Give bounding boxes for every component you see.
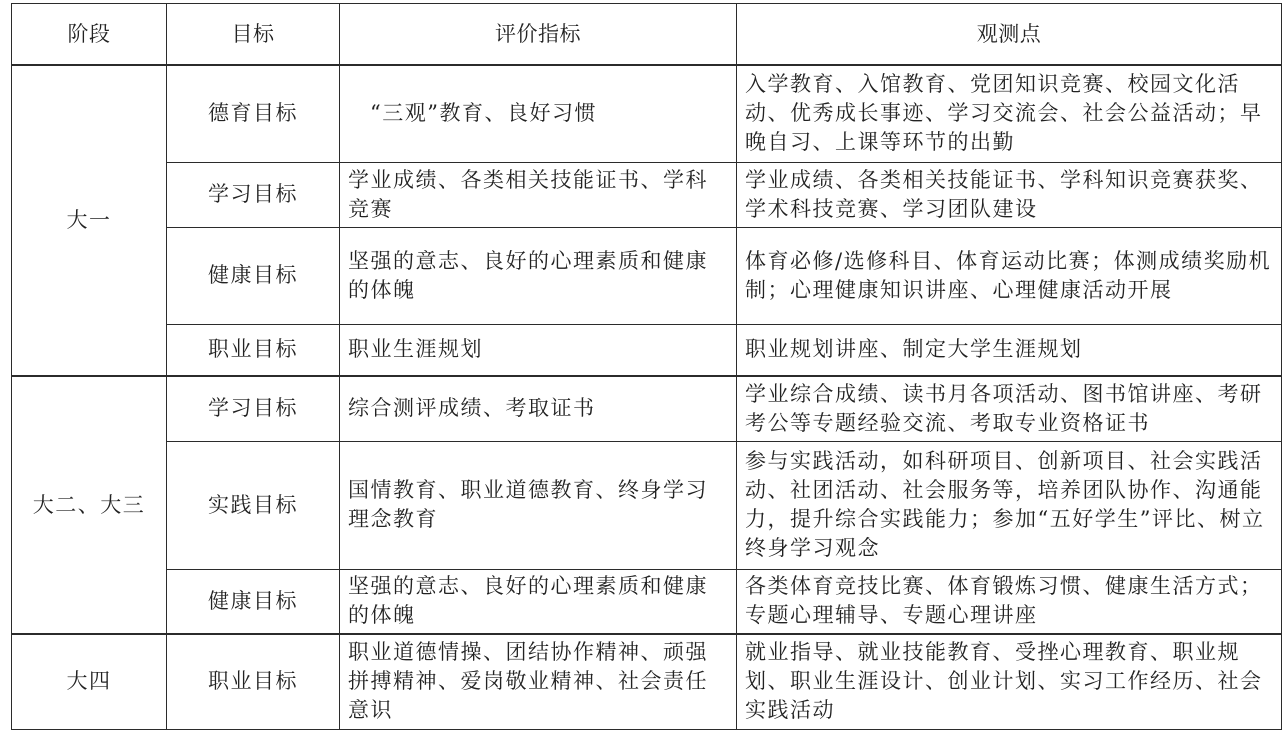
observation-cell: 学业综合成绩、读书月各项活动、图书馆讲座、考研考公等专题经验交流、考取专业资格证书 (737, 376, 1282, 441)
table-row (12, 227, 1282, 324)
stage-cell: 大一 (12, 65, 167, 376)
indicator-cell: 坚强的意志、良好的心理素质和健康的体魄 (340, 569, 737, 634)
observation-cell: 参与实践活动，如科研项目、创新项目、社会实践活动、社团活动、社会服务等，培养团队协作、沟通能力，提升综合实践能力；参加“五好学生”评比、树立终身学习观念 (737, 441, 1282, 569)
evaluation-table (11, 3, 1282, 730)
goal-cell: 学习目标 (167, 162, 340, 227)
observation-cell: 入学教育、入馆教育、党团知识竞赛、校园文化活动、优秀成长事迹、学习交流会、社会公益活动；早晚自习、上课等环节的出勤 (737, 65, 1282, 162)
table-row (12, 376, 1282, 441)
table-row (12, 324, 1282, 376)
observation-cell: 就业指导、就业技能教育、受挫心理教育、职业规划、职业生涯设计、创业计划、实习工作经历、社会实践活动 (737, 634, 1282, 729)
header-indicator: 评价指标 (340, 4, 737, 66)
table-row (12, 162, 1282, 227)
goal-cell: 学习目标 (167, 376, 340, 441)
table-row (12, 634, 1282, 729)
goal-cell: 健康目标 (167, 569, 340, 634)
goal-cell: 健康目标 (167, 227, 340, 324)
goal-cell: 职业目标 (167, 324, 340, 376)
observation-cell: 各类体育竞技比赛、体育锻炼习惯、健康生活方式；专题心理辅导、专题心理讲座 (737, 569, 1282, 634)
indicator-cell: 综合测评成绩、考取证书 (340, 376, 737, 441)
stage-cell: 大二、大三 (12, 376, 167, 634)
goal-cell: 实践目标 (167, 441, 340, 569)
header-stage: 阶段 (12, 4, 167, 66)
indicator-cell: 职业道德情操、团结协作精神、顽强拼搏精神、爱岗敬业精神、社会责任意识 (340, 634, 737, 729)
header-goal: 目标 (167, 4, 340, 66)
indicator-cell: 国情教育、职业道德教育、终身学习理念教育 (340, 441, 737, 569)
goal-cell: 德育目标 (167, 65, 340, 162)
indicator-cell: 学业成绩、各类相关技能证书、学科竞赛 (340, 162, 737, 227)
stage-cell: 大四 (12, 634, 167, 729)
observation-cell: 学业成绩、各类相关技能证书、学科知识竞赛获奖、学术科技竞赛、学习团队建设 (737, 162, 1282, 227)
indicator-cell: 坚强的意志、良好的心理素质和健康的体魄 (340, 227, 737, 324)
table-row (12, 441, 1282, 569)
goal-cell: 职业目标 (167, 634, 340, 729)
table-row (12, 569, 1282, 634)
indicator-cell: 职业生涯规划 (340, 324, 737, 376)
indicator-cell: “三观”教育、良好习惯 (340, 65, 737, 162)
header-row (12, 4, 1282, 66)
observation-cell: 体育必修/选修科目、体育运动比赛；体测成绩奖励机制；心理健康知识讲座、心理健康活动开展 (737, 227, 1282, 324)
table-row (12, 65, 1282, 162)
header-observation: 观测点 (737, 4, 1282, 66)
observation-cell: 职业规划讲座、制定大学生涯规划 (737, 324, 1282, 376)
